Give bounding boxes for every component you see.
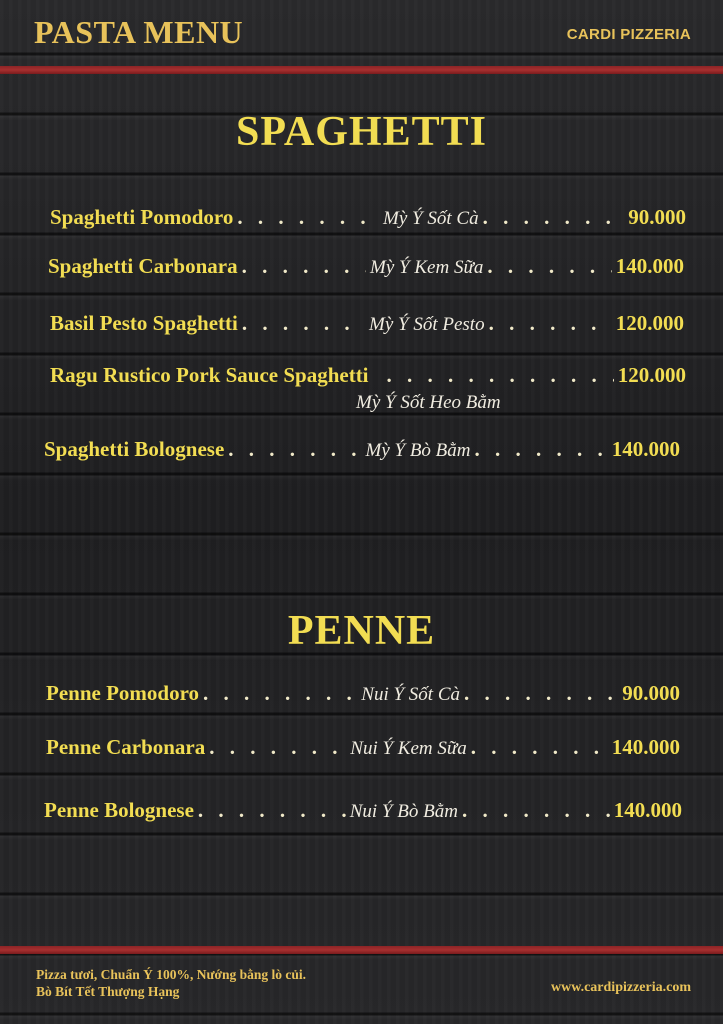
menu-item-ragu-rustico-spaghetti [50,363,686,388]
leader-dots [387,363,614,388]
leader-dots [487,254,611,279]
leader-dots [209,735,346,760]
footer-tagline-line-2: Bò Bít Tết Thượng Hạng [36,984,180,999]
item-price: 90.000 [628,205,686,229]
item-vietnamese-name: Mỳ Ý Sốt Cà [383,208,479,229]
leader-dots [475,437,608,462]
item-name: Spaghetti Bolognese [44,437,225,461]
menu-item-spaghetti-carbonara [48,254,684,279]
leader-dots [237,205,379,230]
leader-dots [471,735,608,760]
leader-dots [203,681,357,706]
item-price: 120.000 [615,311,685,335]
menu-title: PASTA MENU [34,14,244,50]
item-price: 90.000 [622,681,681,705]
menu-item-penne-carbonara [46,735,680,760]
leader-dots [483,205,625,230]
item-name: Spaghetti Carbonara [48,254,238,278]
item-price: 140.000 [615,254,685,278]
bottom-red-stripe [0,946,723,954]
item-price: 120.000 [617,363,686,387]
brand-name: CARDI PIZZERIA [566,26,691,43]
item-name: Penne Carbonara [46,735,206,759]
item-name: Ragu Rustico Pork Sauce Spaghetti [50,363,369,387]
leader-dots [228,437,361,462]
item-vietnamese-name: Nui Ý Kem Sữa [350,738,467,759]
menu-item-penne-bolognese [44,798,682,823]
leader-dots [489,311,612,336]
item-vietnamese-name: Mỳ Ý Kem Sữa [370,257,484,278]
item-price: 140.000 [613,798,682,822]
item-name: Basil Pesto Spaghetti [50,311,238,335]
leader-dots [464,681,618,706]
menu-item-basil-pesto-spaghetti [50,311,684,336]
menu-item-spaghetti-pomodoro [50,205,686,230]
top-red-stripe [0,66,723,74]
section-title-penne: PENNE [287,608,436,654]
item-price: 140.000 [611,735,680,759]
footer-tagline [36,966,306,1000]
menu-item-penne-pomodoro [46,681,680,706]
section-title-spaghetti: SPAGHETTI [236,109,487,155]
leader-dots [462,798,610,823]
website-url: www.cardipizzeria.com [551,980,691,995]
item-name: Penne Bolognese [44,798,194,822]
menu-item-spaghetti-bolognese [44,437,680,462]
item-price: 140.000 [611,437,680,461]
item-vietnamese-name: Nui Ý Sốt Cà [361,684,461,705]
item-vietnamese-name-ragu: Mỳ Ý Sốt Heo Bằm [356,392,501,413]
leader-dots [242,311,365,336]
item-name: Penne Pomodoro [46,681,200,705]
item-vietnamese-name: Mỳ Ý Sốt Pesto [369,314,485,335]
leader-dots [242,254,366,279]
item-name: Spaghetti Pomodoro [50,205,234,229]
footer-tagline-line-1: Pizza tươi, Chuẩn Ý 100%, Nướng bằng lò củi. [36,967,307,982]
item-vietnamese-name: Nui Ý Bò Bằm [349,801,458,822]
leader-dots [198,798,346,823]
item-vietnamese-name: Mỳ Ý Bò Bằm [365,440,471,461]
